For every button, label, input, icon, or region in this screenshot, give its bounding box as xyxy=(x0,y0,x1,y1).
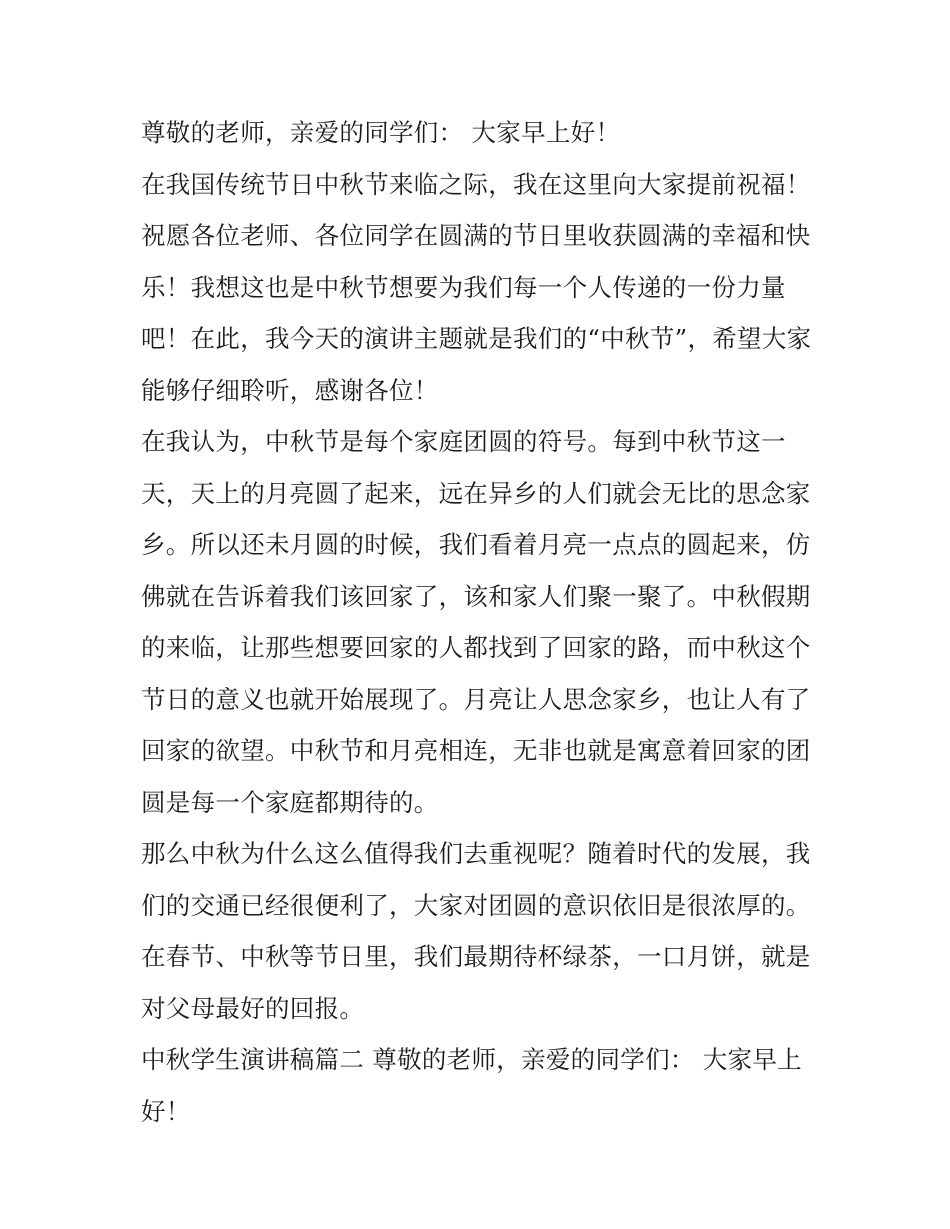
paragraph-second-speech: 中秋学生演讲稿篇二 尊敬的老师，亲爱的同学们： 大家早上好！ xyxy=(141,1045,802,1126)
paragraph-greeting: 尊敬的老师，亲爱的同学们： 大家早上好！ xyxy=(141,118,621,147)
paragraph-importance: 那么中秋为什么这么值得我们去重视呢？随着时代的发展，我们的交通已经很便利了，大家对团圆的意识依旧是很浓厚的。在春节、中秋等节日里，我们最期待杯绿茶，一口月饼，就是对父母最好的回报。 xyxy=(141,839,811,1023)
paragraph-intro: 在我国传统节日中秋节来临之际，我在这里向大家提前祝福！祝愿各位老师、各位同学在圆满的节日里收获圆满的幸福和快乐！我想这也是中秋节想要为我们每一个人传递的一份力量吧！在此，我今天的演讲主题就是我们的“中秋节”，希望大家能够仔细聆听，感谢各位！ xyxy=(141,169,812,405)
document-body xyxy=(141,107,821,1137)
paragraph-reunion: 在我认为，中秋节是每个家庭团圆的符号。每到中秋节这一天，天上的月亮圆了起来，远在异乡的人们就会无比的思念家乡。所以还未月圆的时候，我们看着月亮一点点的圆起来，仿佛就在告诉着我们该回家了，该和家人们聚一聚了。中秋假期的来临，让那些想要回家的人都找到了回家的路，而中秋这个节日的意义也就开始展现了。月亮让人思念家乡，也让人有了回家的欲望。中秋节和月亮相连，无非也就是寓意着回家的团圆是每一个家庭都期待的。 xyxy=(141,427,811,817)
